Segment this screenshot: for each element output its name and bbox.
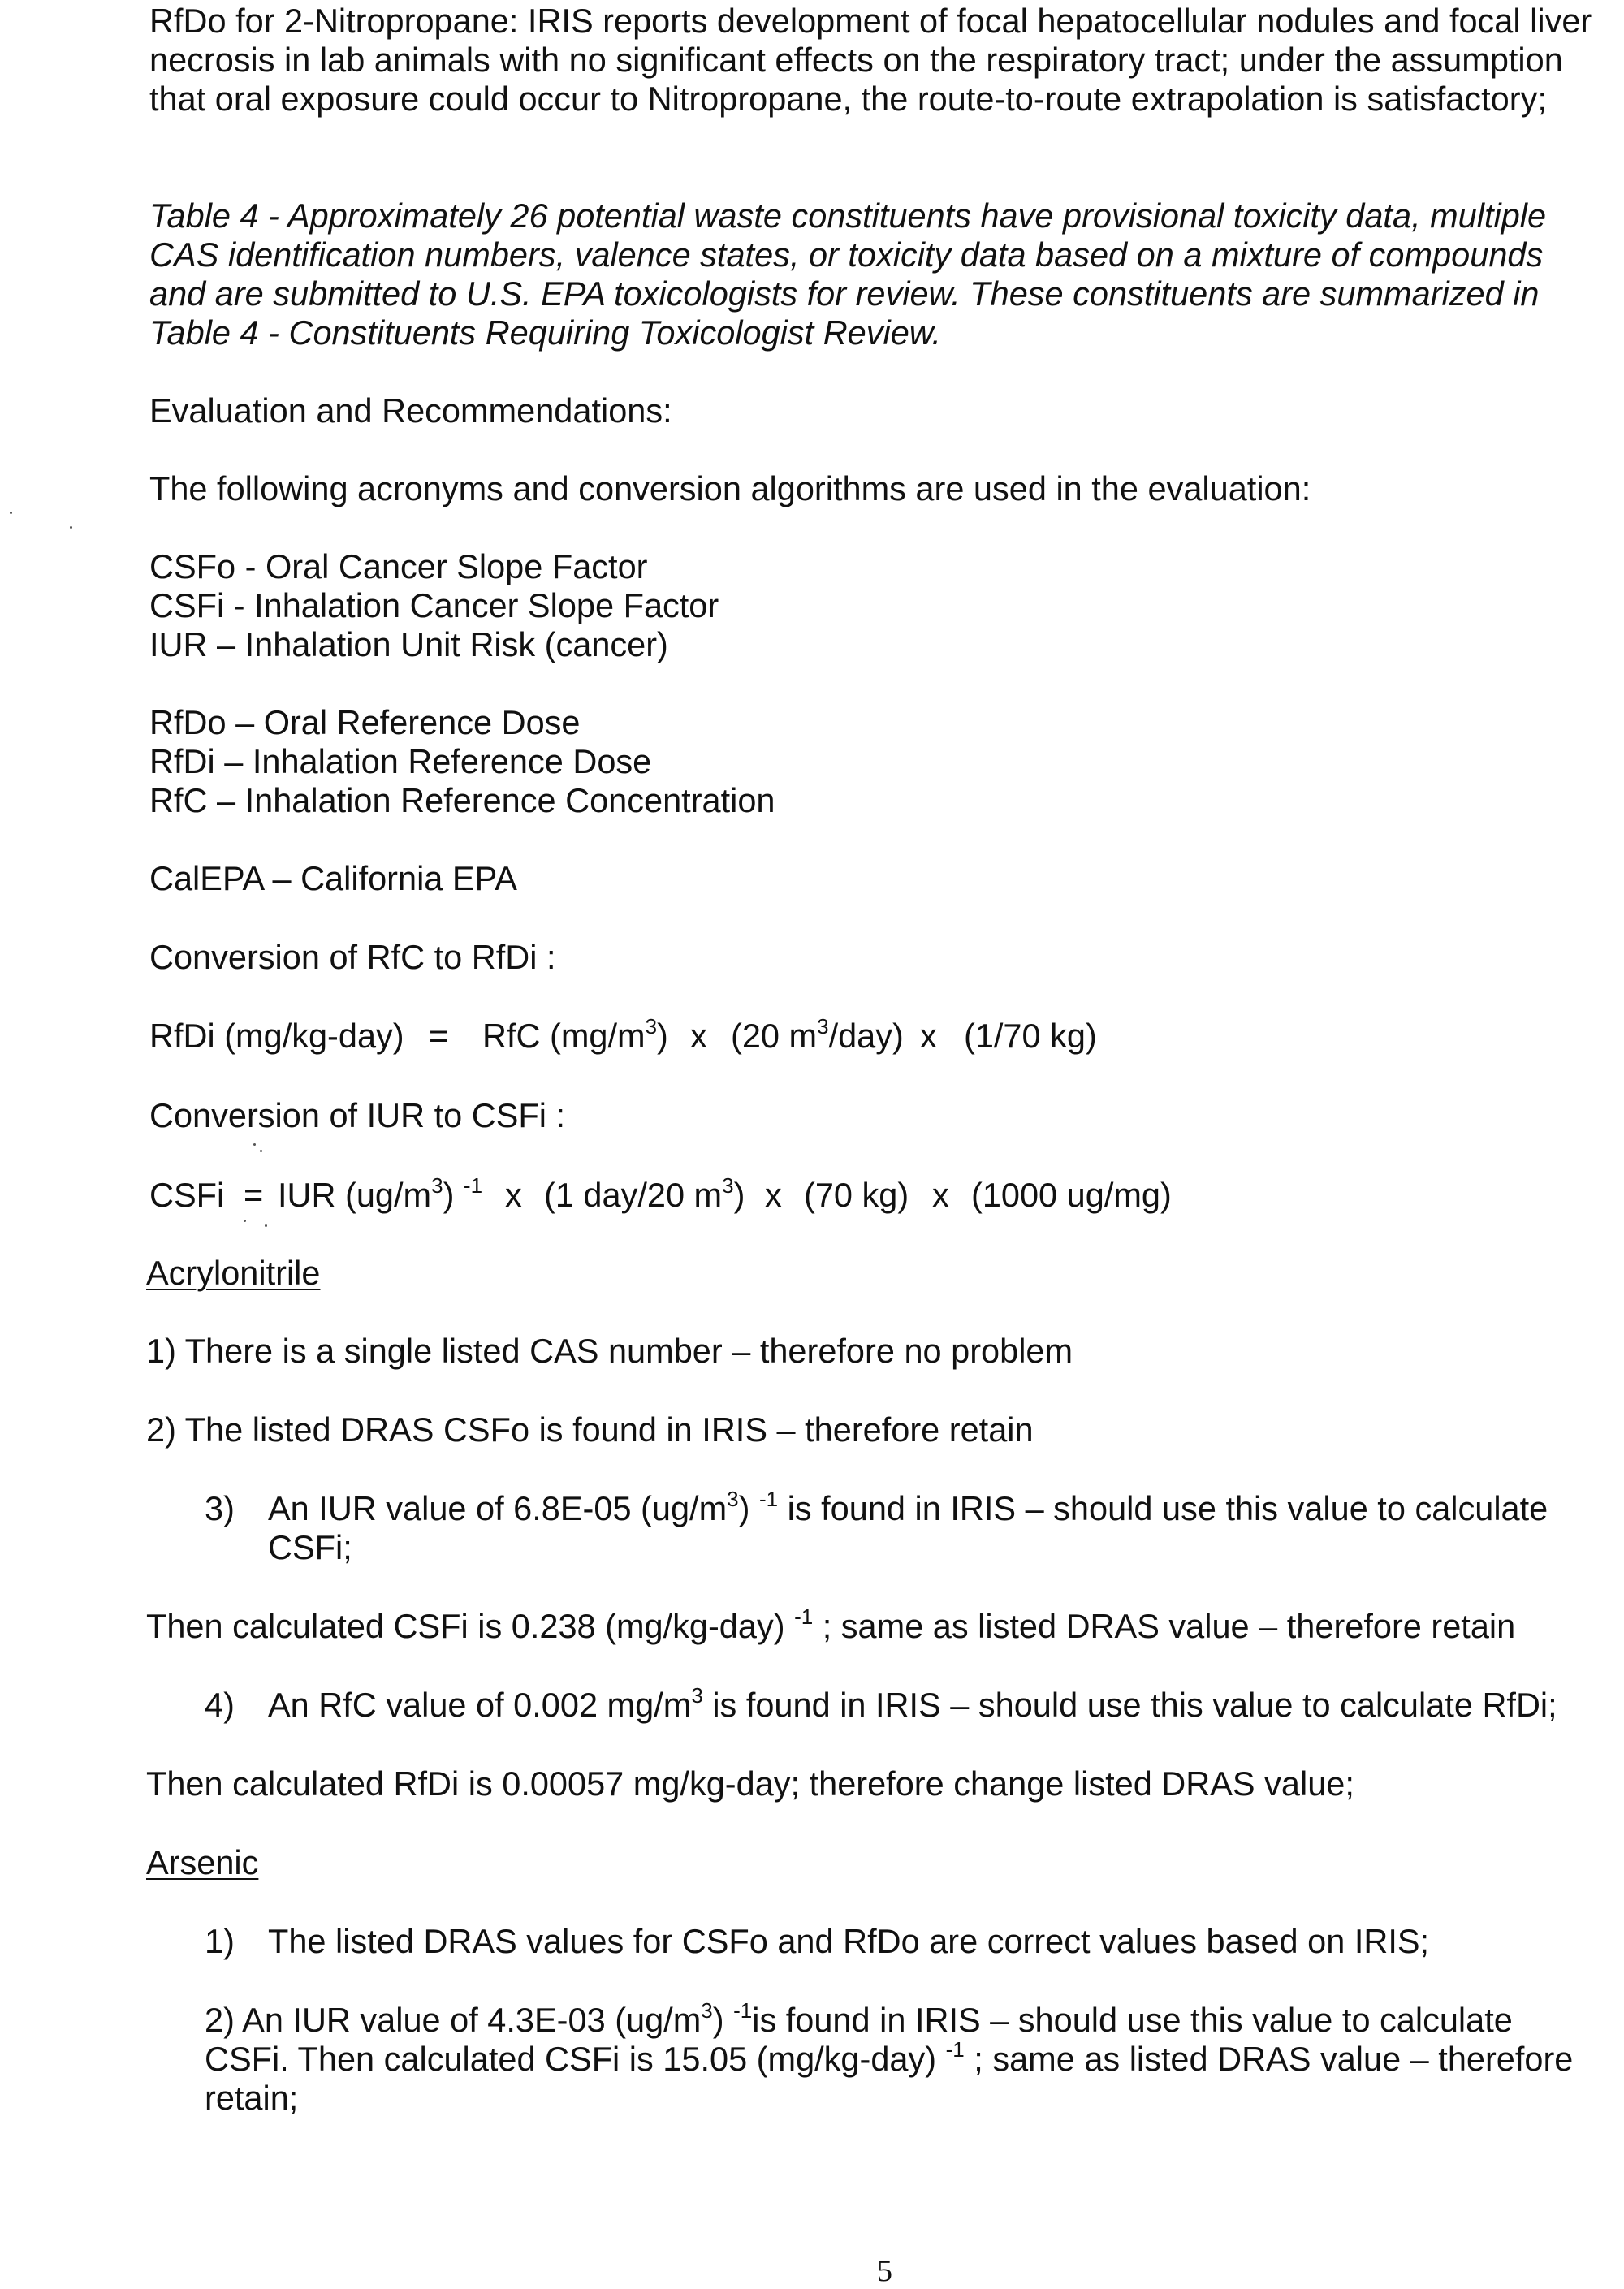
formula-lhs: RfDi (mg/kg-day) [149, 1017, 404, 1055]
result-line: Then calculated CSFi is 0.238 (mg/kg-day) $^{-1}$ ; same as listed DRAS value – therefore retain [146, 1604, 1516, 1645]
acronym-item: RfDi – Inhalation Reference Dose [149, 742, 652, 780]
acronym-item: RfC – Inhalation Reference Concentration [149, 781, 775, 819]
acronym-item: CSFo - Oral Cancer Slope Factor [149, 547, 648, 585]
list-item: 2) The listed DRAS CSFo is found in IRIS – therefore retain [146, 1410, 1034, 1449]
paragraph-line: Table 4 - Constituents Requiring Toxicologist Review. [149, 313, 942, 352]
section-heading-arsenic: Arsenic [146, 1843, 259, 1881]
formula-equals: = [429, 1017, 449, 1055]
scan-speck [253, 1143, 256, 1146]
conversion-rfc-label: Conversion of RfC to RfDi : [149, 938, 556, 976]
list-item: An RfC value of 0.002 $mg/m^3$ is found in IRIS – should use this value to calculate RfDi; [268, 1683, 1557, 1724]
formula-times: x [765, 1176, 782, 1214]
paragraph-line: necrosis in lab animals with no significant effects on the respiratory tract; under the assumption [149, 41, 1563, 79]
formula-times: x [932, 1176, 949, 1214]
conversion-iur-label: Conversion of IUR to CSFi : [149, 1096, 566, 1134]
list-item: The listed DRAS values for CSFo and RfDo are correct values based on IRIS; [268, 1922, 1430, 1960]
section-heading-acrylonitrile: Acrylonitrile [146, 1254, 321, 1292]
formula-times: x [920, 1017, 937, 1055]
scan-speck [10, 512, 12, 514]
list-item-number: 4) [205, 1686, 235, 1724]
acronym-item: IUR – Inhalation Unit Risk (cancer) [149, 625, 668, 663]
acronym-calepa: CalEPA – California EPA [149, 859, 517, 897]
result-line: Then calculated RfDi is 0.00057 mg/kg-day; therefore change listed DRAS value; [146, 1764, 1354, 1803]
formula-lhs: CSFi [149, 1176, 225, 1214]
evaluation-heading: Evaluation and Recommendations: [149, 391, 672, 430]
list-item: 1) There is a single listed CAS number – therefore no problem [146, 1332, 1073, 1370]
formula-term: (70 kg) [804, 1176, 909, 1214]
list-item: An IUR value of 6.8E-05 $(ug/m^3)$ $^{-1}$ is found in IRIS – should use this value to calculate [268, 1487, 1548, 1527]
scan-speck [260, 1150, 262, 1152]
scan-speck [265, 1224, 267, 1227]
list-item: 2) An IUR value of 4.3E-03 $(ug/m^3)$ $^{-1}$is found in IRIS – should use this value to calculate [205, 1998, 1513, 2039]
paragraph-line: CAS identification numbers, valence states, or toxicity data based on a mixture of compounds [149, 235, 1544, 274]
scan-speck [244, 1220, 246, 1222]
paragraph-line: Table 4 - Approximately 26 potential waste constituents have provisional toxicity data, multiple [149, 197, 1547, 235]
formula-term: (1000 ug/mg) [971, 1176, 1172, 1214]
paragraph-line: that oral exposure could occur to Nitropropane, the route-to-route extrapolation is satisfactory; [149, 80, 1547, 118]
formula-term: IUR $(ug/m^3)$ $^{-1}$ [278, 1173, 483, 1214]
list-item-number: 1) [205, 1922, 235, 1960]
page-number: 5 [877, 2254, 892, 2288]
formula-times: x [690, 1017, 707, 1055]
acronym-item: RfDo – Oral Reference Dose [149, 703, 581, 741]
paragraph-line: RfDo for 2-Nitropropane: IRIS reports development of focal hepatocellular nodules and focal liver [149, 2, 1592, 40]
list-item-continuation: CSFi; [268, 1528, 352, 1566]
formula-equals: = [244, 1176, 264, 1214]
formula-term: (1/70 kg) [964, 1017, 1097, 1055]
paragraph-line: and are submitted to U.S. EPA toxicologists for review. These constituents are summarized in [149, 274, 1540, 313]
acronyms-intro: The following acronyms and conversion algorithms are used in the evaluation: [149, 469, 1311, 507]
formula-term: RfC $(mg/m^3)$ [482, 1014, 668, 1055]
formula-term: (1 day/20 $m^3$) [544, 1173, 745, 1214]
formula-times: x [505, 1176, 522, 1214]
list-item-continuation: retain; [205, 2079, 299, 2117]
list-item-continuation: CSFi. Then calculated CSFi is 15.05 (mg/kg-day) $^{-1}$ ; same as listed DRAS value – therefore [205, 2037, 1574, 2078]
acronym-item: CSFi - Inhalation Cancer Slope Factor [149, 586, 719, 624]
list-item-number: 3) [205, 1489, 235, 1527]
scan-speck [70, 526, 72, 529]
formula-term: (20 $m^3/day$) [731, 1014, 904, 1055]
